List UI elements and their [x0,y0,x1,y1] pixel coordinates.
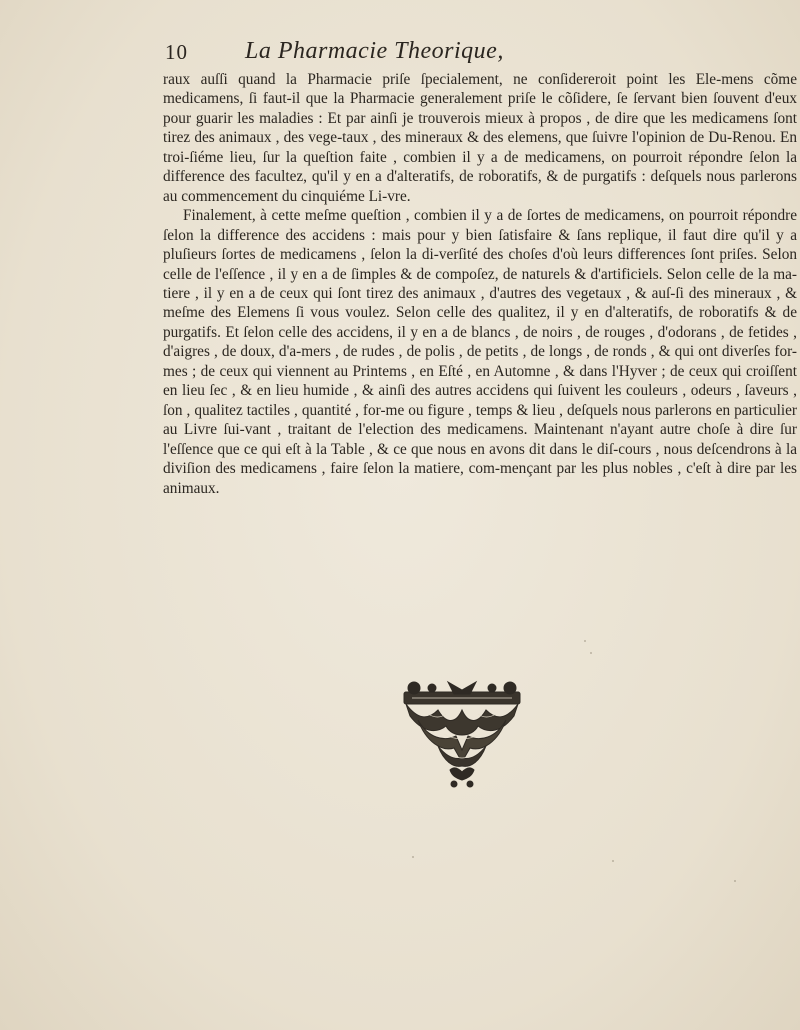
tailpiece-ornament-icon [398,680,526,792]
paper-speck [612,860,614,862]
paper-speck [412,856,414,858]
body-text [163,70,797,498]
page-header [165,38,635,72]
paper-speck [584,640,586,642]
page-number: 10 [165,40,188,64]
paragraph-2: Finalement, à cette meſme queſtion , combien il y a de ſortes de medicamens, on pourroit répondre ſelon la difference des accidens : mais pour y bien ſatisfaire & ſans replique, il faut dire qu'il y a pluſieurs ſortes de medicamens , ſelon la di-verſité des choſes d'où leurs differences ſont priſes. Selon celle de l'eſſence , il y en a de ſimples & de compoſez, de naturels & d'artificiels. Selon celle de la ma-tiere , il y en a de ceux qui ſont tirez des animaux , d'autres des vegetaux , & auſ-ſi des mineraux , & meſme des Elemens ſi vous voulez. Selon celle des qualitez, il y en d'alteratifs, de roboratifs & de purgatifs. Et ſelon celle des accidens, il y en a de blancs , de noirs , de rouges , d'odorans , de fetides , d'aigres , de doux, d'a-mers , de rudes , de polis , de petits , de longs , de ronds , & qui ont diverſes for-mes ; de ceux qui viennent au Printems , en Eſté , en Automne , & dans l'Hyver ; de ceux qui croiſſent en lieu ſec , & en lieu humide , & ainſi des autres accidens qui ſuivent les couleurs , odeurs , ſaveurs , ſon , qualitez tactiles , quantité , for-me ou figure , temps & lieu , deſquels nous parlerons en particulier au Livre ſui-vant , traitant de l'election des medicamens. Maintenant n'ayant autre choſe à dire ſur l'eſſence que ce qui eſt à la Table , & ce que nous en avons dit dans le diſ-cours , nous deſcendrons à la diviſion des medicamens , faire ſelon la matiere, com-mençant par les plus nobles , c'eſt à dire par les animaux. [163,207,797,497]
paper-speck [590,652,592,654]
paper-speck [734,880,736,882]
paragraph-1: raux auſſi quand la Pharmacie priſe ſpecialement, ne conſidereroit point les Ele-mens cõme medicamens, ſi faut-il que la Pharmacie generalement priſe le cõſidere, ſe ſervant bien ſouvent d'eux pour guarir les maladies : Et par ainſi je trouverois mieux à propos , de dire que les medicamens ſont tirez des animaux , des vege-taux , des mineraux & des elemens, que ſuivre l'opinion de Du-Renou. En troi-ſiéme lieu, ſur la queſtion faite , combien il y a de medicamens, on pourroit répondre ſelon la difference des facultez, qu'il y en a d'alteratifs, de roboratifs, & de purgatifs : deſquels nous parlerons au commencement du cinquiéme Li-vre. [163,71,797,205]
running-title: La Pharmacie Theorique, [245,38,504,64]
